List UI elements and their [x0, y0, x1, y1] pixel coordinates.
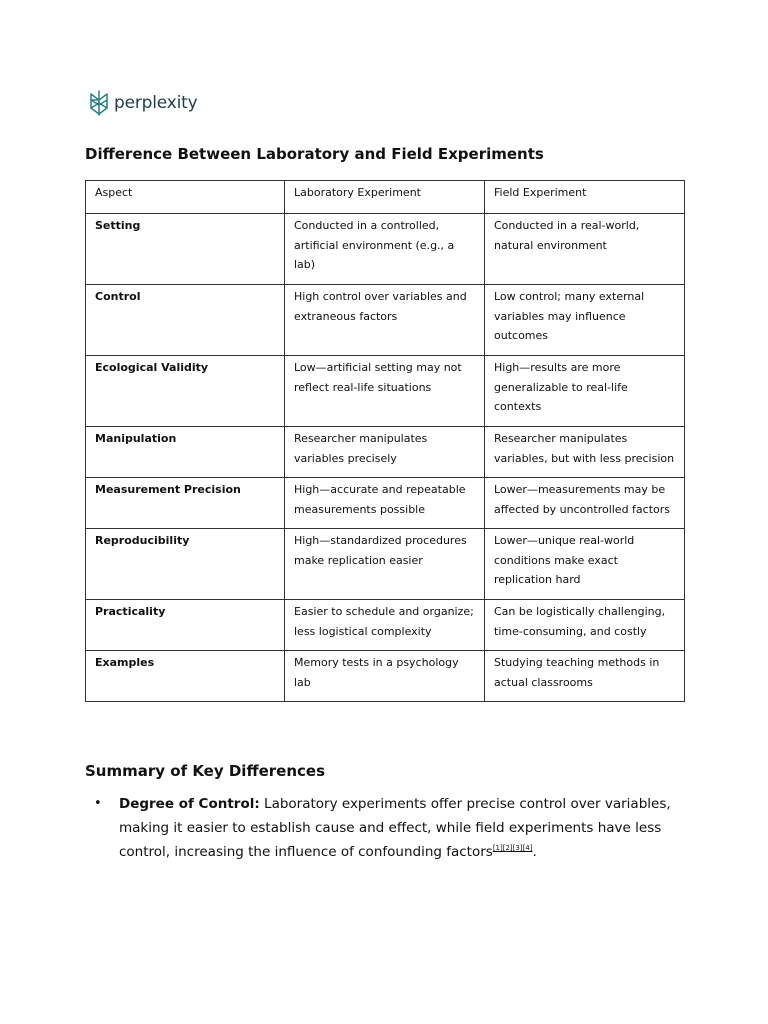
- row-laboratory-cell: High—accurate and repeatable measurements possible: [285, 478, 485, 529]
- row-field-cell: Researcher manipulates variables, but with less precision: [485, 427, 685, 478]
- row-laboratory-cell: Conducted in a controlled, artificial environment (e.g., a lab): [285, 214, 485, 285]
- table-row: [86, 651, 685, 702]
- row-field-cell: Conducted in a real-world, natural environment: [485, 214, 685, 285]
- row-aspect: Measurement Precision: [86, 478, 285, 529]
- row-laboratory-cell: Easier to schedule and organize; less logistical complexity: [285, 600, 485, 651]
- row-aspect: Control: [86, 285, 285, 356]
- brand-logo: [88, 89, 197, 117]
- row-field-cell: Can be logistically challenging, time-consuming, and costly: [485, 600, 685, 651]
- row-field-cell: Studying teaching methods in actual classrooms: [485, 651, 685, 702]
- table-row: [86, 600, 685, 651]
- row-laboratory-cell: High control over variables and extraneous factors: [285, 285, 485, 356]
- column-header-aspect: Aspect: [86, 181, 285, 214]
- summary-list: [85, 792, 685, 864]
- comparison-table: [85, 180, 685, 702]
- row-laboratory-cell: Researcher manipulates variables precisely: [285, 427, 485, 478]
- row-aspect: Examples: [86, 651, 285, 702]
- table-row: [86, 356, 685, 427]
- perplexity-logo-icon: [88, 90, 110, 116]
- row-laboratory-cell: Low—artificial setting may not reflect real-life situations: [285, 356, 485, 427]
- citation-links[interactable]: [1][2][3][4]: [492, 844, 533, 852]
- table-row: [86, 285, 685, 356]
- brand-name: perplexity: [114, 93, 198, 113]
- row-laboratory-cell: High—standardized procedures make replication easier: [285, 529, 485, 600]
- table-row: [86, 427, 685, 478]
- row-field-cell: Lower—measurements may be affected by uncontrolled factors: [485, 478, 685, 529]
- column-header-field: Field Experiment: [485, 181, 685, 214]
- row-aspect: Reproducibility: [86, 529, 285, 600]
- row-field-cell: Lower—unique real-world conditions make exact replication hard: [485, 529, 685, 600]
- summary-end: .: [532, 844, 537, 860]
- row-aspect: Ecological Validity: [86, 356, 285, 427]
- table-row: [86, 529, 685, 600]
- summary-term: Degree of Control:: [119, 796, 260, 812]
- row-laboratory-cell: Memory tests in a psychology lab: [285, 651, 485, 702]
- bullet-icon: •: [94, 796, 102, 811]
- row-aspect: Manipulation: [86, 427, 285, 478]
- page-title: Difference Between Laboratory and Field Experiments: [85, 145, 544, 163]
- column-header-laboratory: Laboratory Experiment: [285, 181, 485, 214]
- table-header-row: [86, 181, 685, 214]
- table-row: [86, 214, 685, 285]
- row-aspect: Practicality: [86, 600, 285, 651]
- table-row: [86, 478, 685, 529]
- summary-text: Laboratory experiments offer precise control over variables, making it easier to establish cause and effect, while field experiments have less control, increasing the influence of confounding factors: [119, 796, 671, 860]
- list-item: [85, 792, 685, 864]
- summary-heading: Summary of Key Differences: [85, 762, 326, 780]
- row-aspect: Setting: [86, 214, 285, 285]
- row-field-cell: High—results are more generalizable to real-life contexts: [485, 356, 685, 427]
- row-field-cell: Low control; many external variables may influence outcomes: [485, 285, 685, 356]
